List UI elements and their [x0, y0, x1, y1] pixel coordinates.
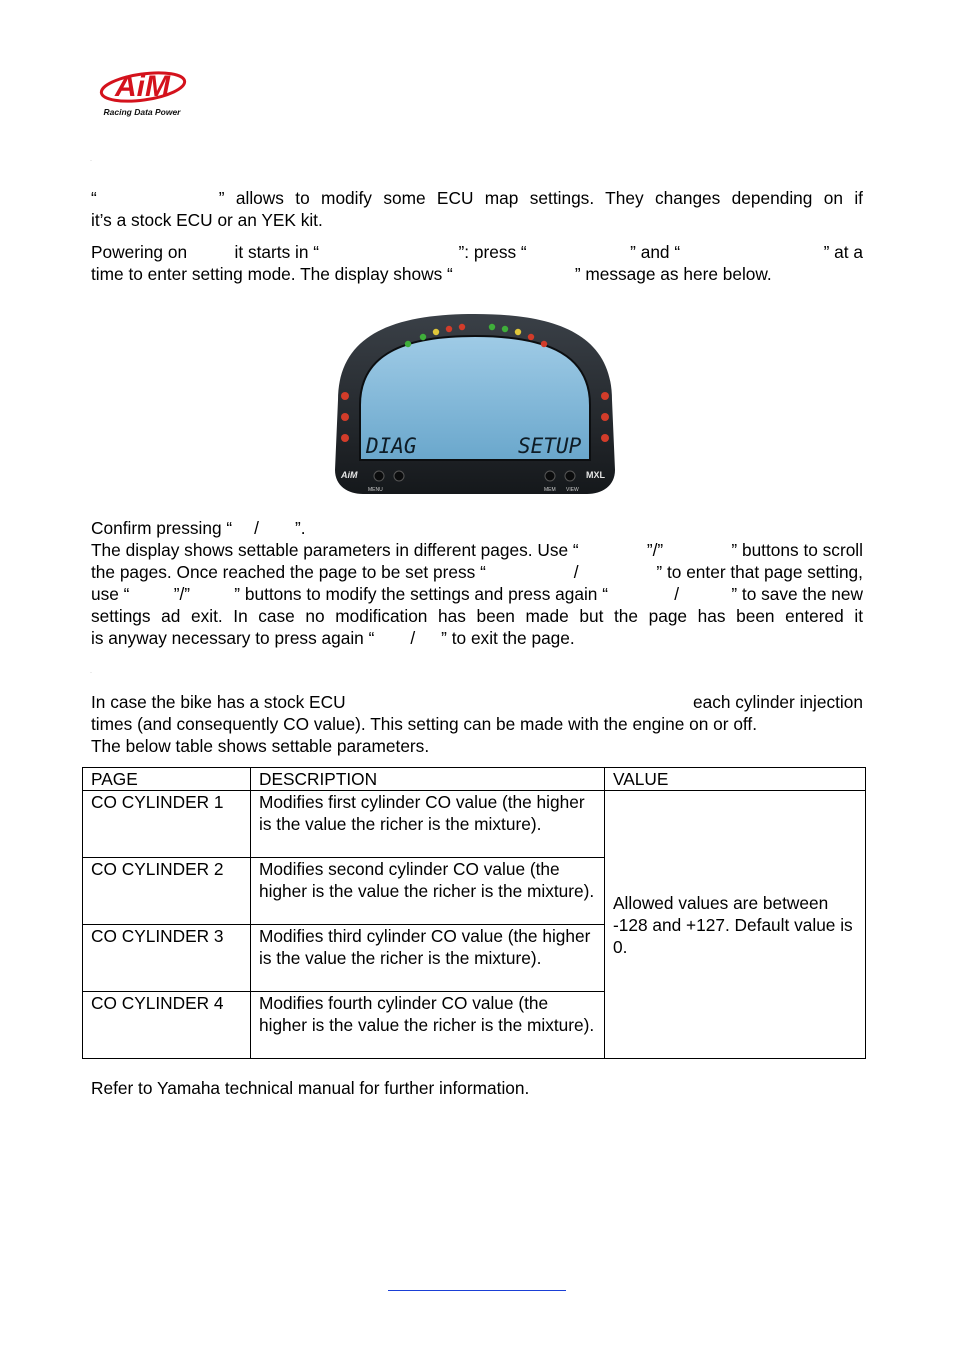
confirm-text: ”/” [646, 540, 664, 560]
confirm-text: / [573, 562, 579, 582]
intro-line-1 [91, 187, 863, 209]
confirm-text: ” to exit the page. [441, 628, 575, 648]
powering-text: ” and “ [630, 242, 681, 262]
logo-tagline: Racing Data Power [103, 107, 181, 117]
stock-line-2: times (and consequently CO value). This setting can be made with the engine on or off. [91, 714, 758, 734]
powering-text: ”: press “ [458, 242, 527, 262]
stock-text: In case the bike has a stock ECU [91, 692, 346, 712]
header-description: DESCRIPTION [251, 768, 605, 791]
confirm-text: ”/” [173, 584, 191, 604]
footer-note: Refer to Yamaha technical manual for further information. [91, 1078, 530, 1098]
intro-text: ” allows to modify some ECU map settings. They changes depending on if [218, 188, 863, 208]
row-page: CO CYLINDER 1 [83, 791, 251, 858]
stock-line-1 [91, 691, 863, 713]
row-page: CO CYLINDER 4 [83, 992, 251, 1059]
menu-label: MENU [368, 487, 383, 493]
aim-logo [97, 64, 187, 120]
confirm-text: ” to enter that page setting, [656, 562, 863, 582]
row-description: Modifies third cylinder CO value (the higher is the value the richer is the mixture). [251, 925, 605, 992]
menu-button-2 [394, 471, 404, 481]
powering-line-2 [91, 263, 863, 285]
header-page: PAGE [83, 768, 251, 791]
powering-text: ” at a [823, 242, 863, 262]
confirm-text: / [674, 584, 680, 604]
confirm-line-6 [91, 627, 863, 649]
settable-parameters-table [82, 767, 866, 1059]
row-description: Modifies fourth cylinder CO value (the higher is the value the richer is the mixture). [251, 992, 605, 1059]
row-page: CO CYLINDER 2 [83, 858, 251, 925]
confirm-line-5: settings ad exit. In case no modification has been made but the page has been entered it [91, 606, 863, 626]
device-brand: AiM [341, 470, 358, 480]
header-value: VALUE [605, 768, 866, 791]
confirm-text: Confirm pressing “ [91, 518, 233, 538]
intro-line-2: it’s a stock ECU or an YEK kit. [91, 210, 323, 230]
confirm-text: ” buttons to scroll [731, 540, 863, 560]
confirm-text: The display shows settable parameters in different pages. Use “ [91, 540, 579, 560]
confirm-text: / [410, 628, 416, 648]
confirm-text: use “ [91, 584, 130, 604]
view-label: VIEW [566, 487, 579, 493]
dashboard-display [332, 310, 618, 496]
powering-text: it starts in “ [234, 242, 320, 262]
lcd-left-text: DIAG [366, 434, 417, 458]
confirm-line-1 [91, 517, 863, 539]
aim-logo-mark [97, 64, 187, 108]
footer-link-underline[interactable] [388, 1290, 566, 1291]
table-row [83, 791, 866, 858]
powering-line-1 [91, 241, 863, 263]
row-description: Modifies first cylinder CO value (the higher is the value the richer is the mixture). [251, 791, 605, 858]
row-description: Modifies second cylinder CO value (the higher is the value the richer is the mixture). [251, 858, 605, 925]
confirm-text: / [254, 518, 259, 538]
stock-line-3: The below table shows settable parameters. [91, 736, 430, 756]
svg-text:AiM: AiM [115, 70, 170, 103]
view-button [565, 471, 575, 481]
confirm-text: ” to save the new [731, 584, 863, 604]
lcd-right-text: SETUP [518, 434, 582, 458]
section-marker: · [90, 158, 92, 164]
confirm-line-2 [91, 539, 863, 561]
menu-button [374, 471, 384, 481]
device-model: MXL [586, 470, 605, 480]
stock-text: each cylinder injection [692, 692, 863, 712]
mem-label: MEM [544, 487, 556, 493]
powering-text: time to enter setting mode. The display shows “ [91, 264, 453, 284]
powering-text: ” message as here below. [574, 264, 772, 284]
section-marker: · [90, 670, 92, 676]
row-page: CO CYLINDER 3 [83, 925, 251, 992]
table-header-row [83, 768, 866, 791]
confirm-text: the pages. Once reached the page to be set press “ [91, 562, 486, 582]
dashboard-display-image [332, 310, 618, 496]
mem-button [545, 471, 555, 481]
confirm-line-3 [91, 561, 863, 583]
confirm-text: ” buttons to modify the settings and press again “ [234, 584, 608, 604]
quote-mark: “ [91, 188, 97, 208]
confirm-text: ”. [294, 518, 306, 538]
confirm-line-4 [91, 583, 863, 605]
confirm-text: is anyway necessary to press again “ [91, 628, 375, 648]
powering-text: Powering on [91, 242, 188, 262]
value-range: Allowed values are between -128 and +127. Default value is 0. [605, 791, 866, 1059]
